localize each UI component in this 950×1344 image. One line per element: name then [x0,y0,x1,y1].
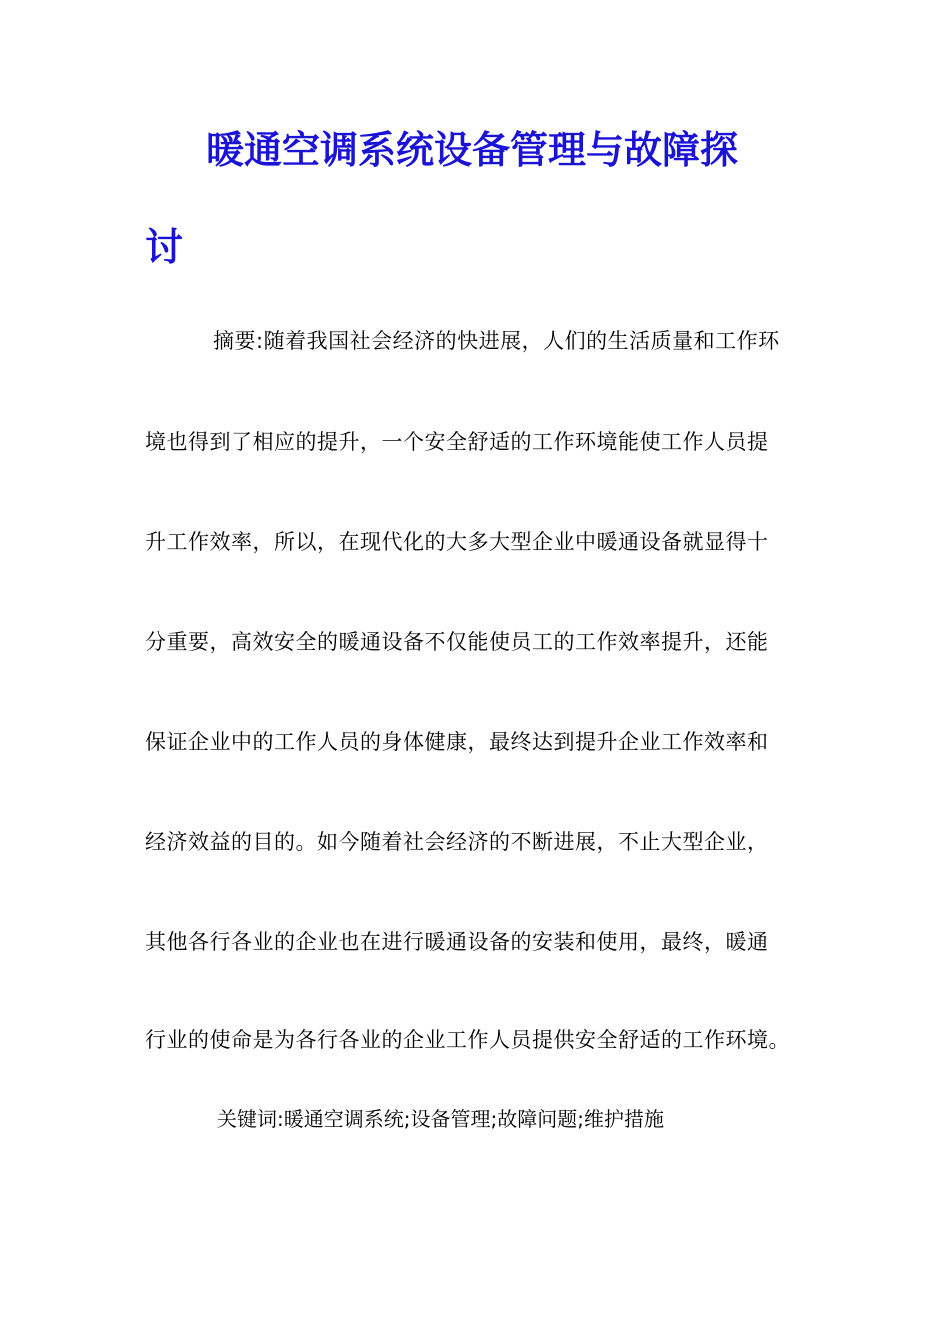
abstract-line-3: 升工作效率，所以，在现代化的大多大型企业中暖通设备就显得十 [145,530,769,554]
document-title-line-2: 讨 [145,224,184,269]
abstract-line-7: 其他各行各业的企业也在进行暖通设备的安装和使用，最终，暖通 [145,930,769,954]
document-title-line-1: 暖通空调系统设备管理与故障探 [206,127,739,172]
keywords-line: 关键词:暖通空调系统;设备管理;故障问题;维护措施 [217,1107,664,1131]
abstract-line-8: 行业的使命是为各行各业的企业工作人员提供安全舒适的工作环境。 [145,1028,790,1052]
abstract-line-6: 经济效益的目的。如今随着社会经济的不断进展，不止大型企业， [145,830,769,854]
abstract-line-2: 境也得到了相应的提升，一个安全舒适的工作环境能使工作人员提 [145,430,769,454]
abstract-line-1: 摘要:随着我国社会经济的快进展，人们的生活质量和工作环 [213,329,780,353]
abstract-line-5: 保证企业中的工作人员的身体健康，最终达到提升企业工作效率和 [145,730,769,754]
abstract-line-4: 分重要，高效安全的暖通设备不仅能使员工的工作效率提升，还能 [145,630,769,654]
